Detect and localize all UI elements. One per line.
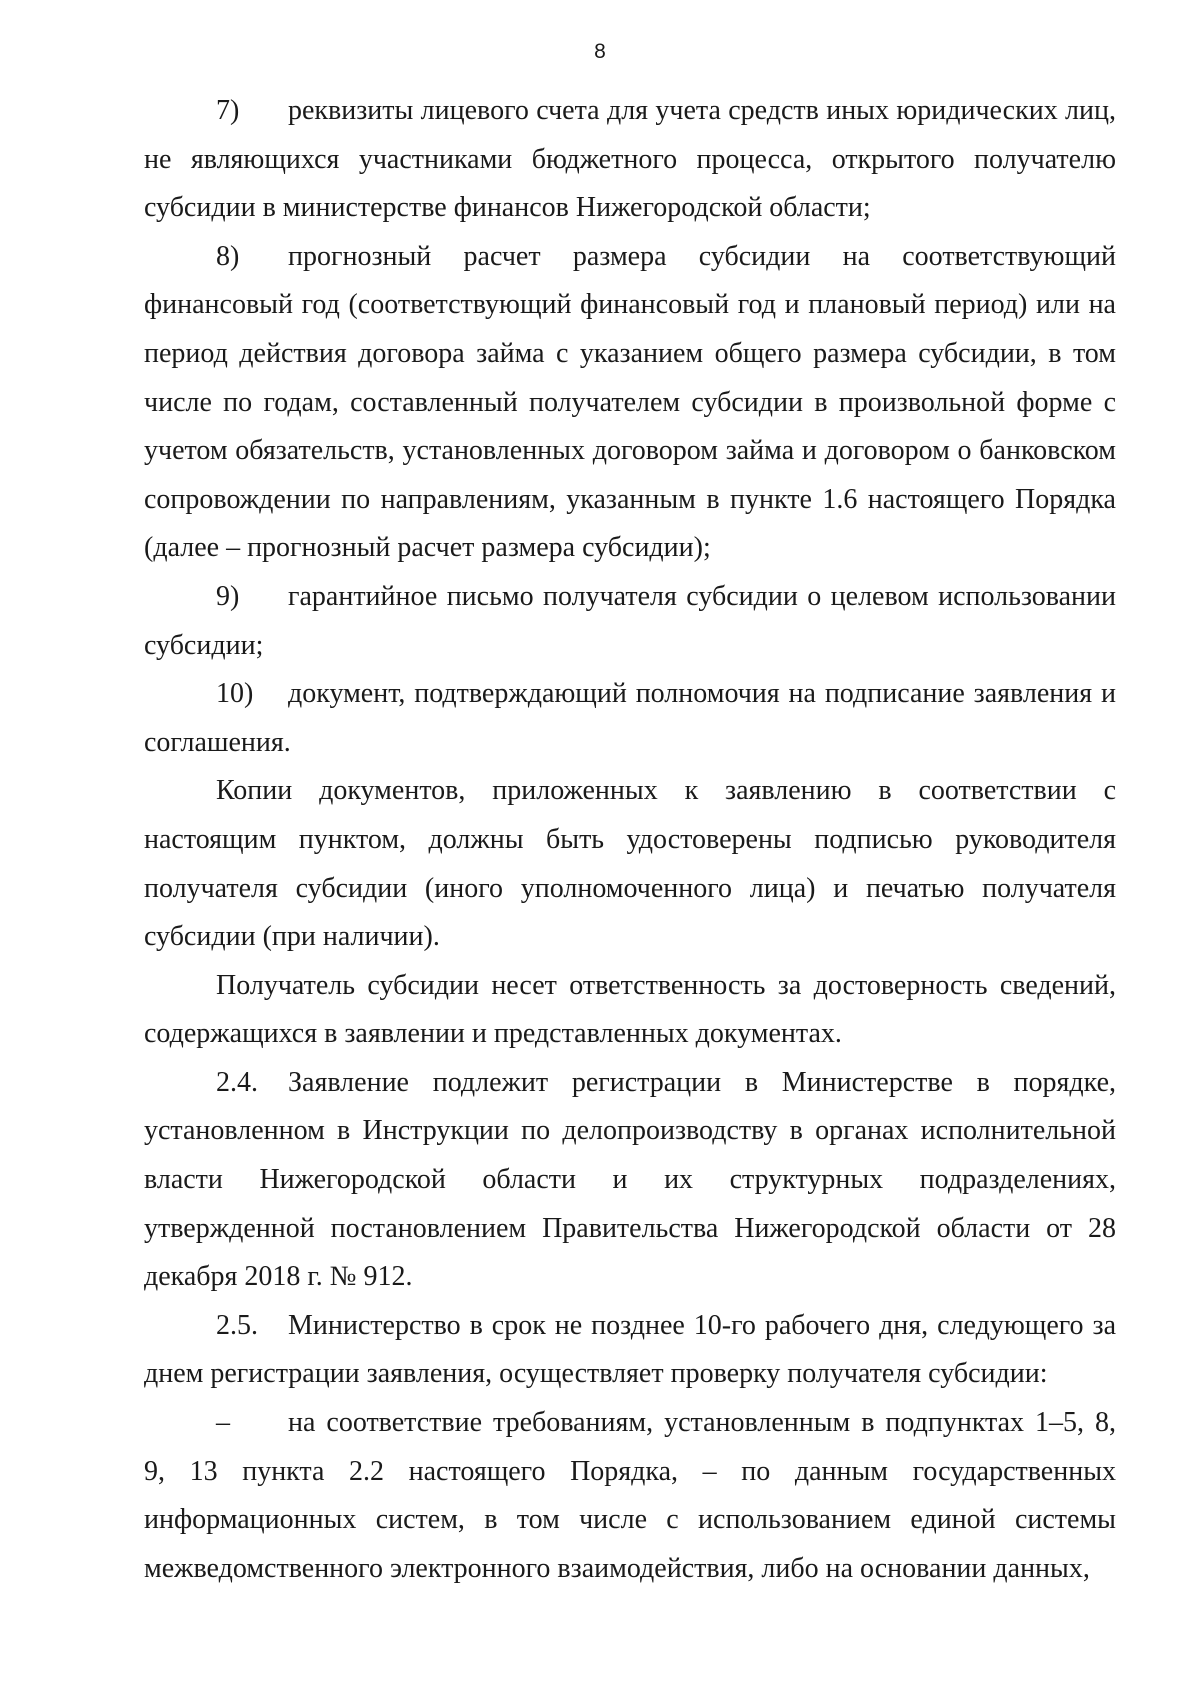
paragraph-dash-item [144, 1399, 1116, 1593]
paragraph-number: 9) [216, 580, 240, 612]
paragraph-number: 2.5. [216, 1309, 258, 1341]
list-dash: – [216, 1407, 230, 1439]
paragraph-text: прогнозный расчет размера субсидии на соответствующий финансовый год (соответствующий финансовый год и плановый период) или на период действия договора займа с указанием общего размера субсидии, в том числе по годам, составленный получателем субсидии в произвольной форме с учетом обязательств, установленных договором займа и договором о банковском сопровождении по направлениям, указанным в пункте 1.6 настоящего Порядка (далее – прогнозный расчет размера субсидии); [144, 240, 1116, 564]
paragraph-item-10 [144, 670, 1116, 767]
paragraph-responsibility [144, 962, 1116, 1059]
paragraph-number: 2.4. [216, 1066, 258, 1098]
paragraph-number: 10) [216, 678, 254, 710]
paragraph-number: 7) [216, 95, 240, 126]
paragraph-text: гарантийное письмо получателя субсидии о целевом использовании субсидии; [144, 580, 1116, 661]
paragraph-text: Заявление подлежит регистрации в Министерстве в порядке, установленном в Инструкции по делопроизводству в органах исполнительной власти Нижегородской области и их структурных подразделениях, утвержденной постановлением Правительства Нижегородской области от 28 декабря 2018 г. № 912. [144, 1066, 1116, 1293]
paragraph-text: документ, подтверждающий полномочия на подписание заявления и соглашения. [144, 678, 1116, 758]
paragraph-number: 8) [216, 240, 240, 272]
page-number: 8 [594, 40, 606, 63]
paragraph-item-9 [144, 573, 1116, 670]
paragraph-text: на соответствие требованиям, установленным в подпунктах 1–5, 8, 9, 13 пункта 2.2 настоящего Порядка, – по данным государственных информационных систем, в том числе с использованием единой системы межведомственного электронного взаимодействия, либо на основании данных, [144, 1407, 1116, 1584]
paragraph-2-5 [144, 1302, 1116, 1399]
document-body [144, 87, 1116, 1593]
paragraph-item-8 [144, 233, 1116, 573]
paragraph-text: Копии документов, приложенных к заявлению в соответствии с настоящим пунктом, должны быть удостоверены подписью руководителя получателя субсидии (иного уполномоченного лица) и печатью получателя субсидии (при наличии). [144, 775, 1116, 953]
paragraph-item-7 [144, 87, 1116, 233]
paragraph-text: Получатель субсидии несет ответственность за достоверность сведений, содержащихся в заявлении и представленных документах. [144, 969, 1116, 1050]
paragraph-2-4 [144, 1059, 1116, 1302]
paragraph-copies [144, 767, 1116, 961]
paragraph-text: реквизиты лицевого счета для учета средств иных юридических лиц, не являющихся участниками бюджетного процесса, открытого получателю субсидии в министерстве финансов Нижегородской области; [144, 95, 1116, 224]
paragraph-text: Министерство в срок не позднее 10-го рабочего дня, следующего за днем регистрации заявления, осуществляет проверку получателя субсидии: [144, 1309, 1116, 1390]
